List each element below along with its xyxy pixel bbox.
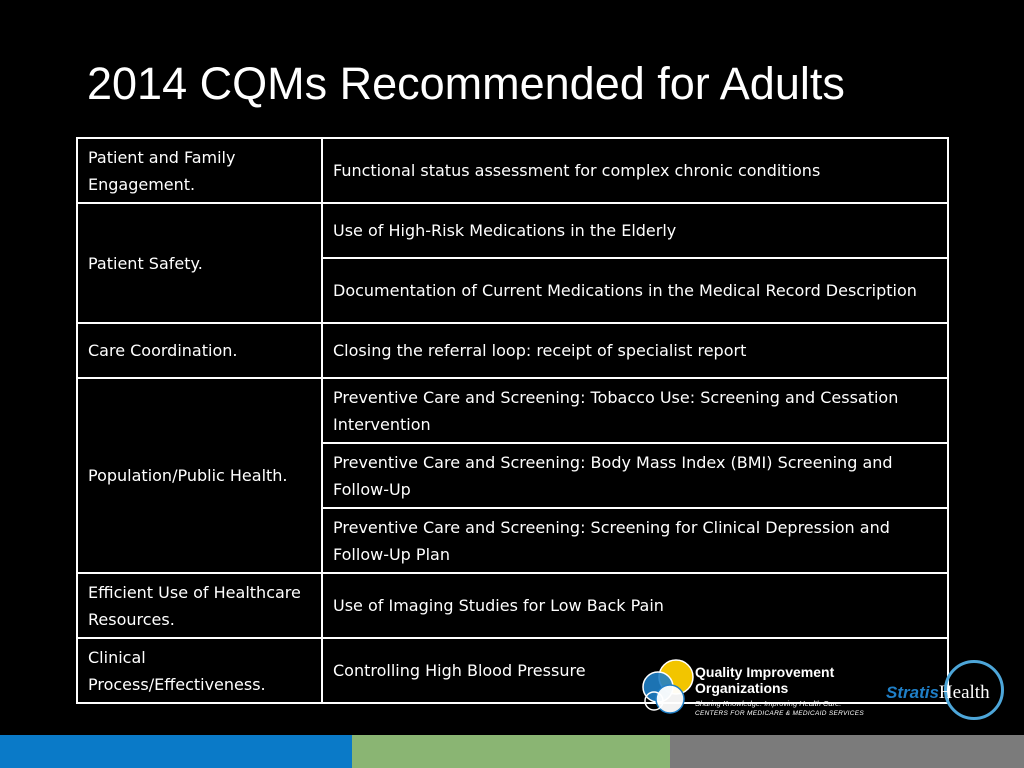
qio-wordmark [695,664,880,718]
qio-circles-icon [638,657,698,717]
measure-cell: Functional status assessment for complex chronic conditions [322,138,948,203]
domain-cell: Population/Public Health. [77,378,322,573]
qio-name-line1: Quality Improvement [695,664,835,680]
table-row [77,323,948,378]
footer-segment-blue [0,735,352,768]
qio-tagline: Sharing Knowledge. Improving Health Care. [695,699,842,708]
domain-cell: Clinical Process/Effectiveness. [77,638,322,703]
measure-cell: Use of Imaging Studies for Low Back Pain [322,573,948,638]
measure-cell: Preventive Care and Screening: Body Mass Index (BMI) Screening and Follow-Up [322,443,948,508]
table-row [77,138,948,203]
stratis-word-part: Stratis [886,683,939,702]
footer-color-bar [0,735,1024,768]
domain-cell: Patient and Family Engagement. [77,138,322,203]
qio-cms-line: CENTERS FOR MEDICARE & MEDICAID SERVICES [695,710,864,717]
domain-cell: Efficient Use of Healthcare Resources. [77,573,322,638]
measure-cell: Preventive Care and Screening: Screening for Clinical Depression and Follow-Up Plan [322,508,948,573]
qio-logo [638,657,878,729]
qio-name-line2: Organizations [695,680,789,696]
domain-cell: Care Coordination. [77,323,322,378]
cqm-table-body [77,138,948,703]
cqm-table [76,137,949,704]
table-row [77,203,948,258]
health-word-part: Health [938,682,990,703]
footer-segment-gray [670,735,1024,768]
measure-cell: Use of High-Risk Medications in the Elderly [322,203,948,258]
measure-cell: Closing the referral loop: receipt of specialist report [322,323,948,378]
stratis-health-logo [884,660,1012,730]
table-row [77,378,948,443]
measure-cell: Documentation of Current Medications in the Medical Record Description [322,258,948,323]
measure-cell: Preventive Care and Screening: Tobacco Use: Screening and Cessation Intervention [322,378,948,443]
footer-segment-green [352,735,670,768]
stratis-wordmark [886,682,990,704]
table-row [77,573,948,638]
domain-cell: Patient Safety. [77,203,322,323]
slide-title: 2014 CQMs Recommended for Adults [87,58,845,109]
measure-cell: Controlling High Blood Pressure [322,638,948,703]
